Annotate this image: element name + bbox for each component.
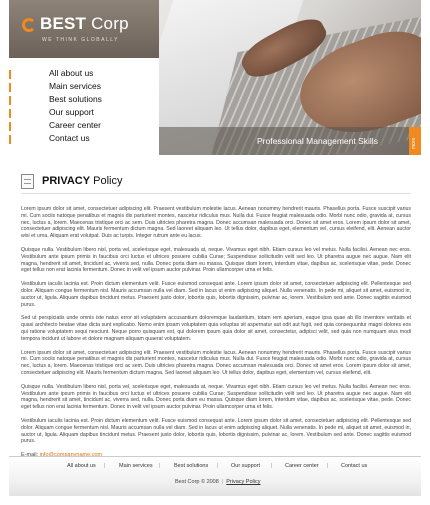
nav-item-label[interactable]: Contact us — [49, 133, 90, 143]
paragraph: Sed ut perspiciatis unde omnis iste natus error sit voluptatem accusantium doloremque laudantium, totam rem aperiam, eaque ipsa quae ab illo inventore veritatis et quasi architecto beatae vitae dicta sunt explicabo. Nemo enim ipsam voluptatem quia voluptas sit aspernatur aut odit aut fugit, sed quia consequuntur magni dolores eos qui ratione voluptatem sequi nesciunt. Neque porro quisquam est, qui dolorem ipsum quia dolor sit amet, consectetur, adipisci velit, sed quia non numquam eius modi tempora incidunt ut labore et dolore magnam aliquam quaerat voluptatem. — [21, 315, 411, 342]
nav-item-about[interactable] — [9, 68, 159, 81]
nav-item-services[interactable] — [9, 81, 159, 94]
paragraph: Quisque nulla. Vestibulum libero nisl, porta vel, scelerisque eget, malesuada at, neque. Vivamus eget nibh. Etiam cursus leo vel metus. Nulla facilisi. Aenean nec eros. Vestibulum ante ipsum primis in faucibus orci luctus et ultrices posuere cubilia Curae; Suspendisse sollicitudin velit sed leo. Ut pharetra augue nec augue. Nam elit magna, hendrerit sit amet, tincidunt ac, viverra sed, nulla. Donec porta diam eu massa. Quisque diam lorem, interdum vitae, dapibus ac, scelerisque vitae, pede. Donec eget tellus non erat lacinia fermentum. Donec in velit vel ipsum auctor pulvinar. Proin ullamcorper urna et felis. — [21, 246, 411, 274]
hero-banner — [159, 0, 421, 155]
nav-item-support[interactable] — [9, 107, 159, 120]
footer-separator: | — [221, 479, 224, 485]
nav-marker — [9, 70, 11, 79]
content — [21, 206, 411, 458]
title-divider — [21, 193, 411, 194]
footer-separator: | — [327, 463, 329, 469]
paragraph: Lorem ipsum dolor sit amet, consectetuer adipiscing elit. Praesent vestibulum molestie lacus. Aenean nonummy hendrerit mauris. Phasellus porta. Fusce suscipit varius mi. Cum sociis natoque penatibus et magnis dis parturient montes, nascetur ridiculus mus. Nulla dui. Fusce feugiat malesuada odio. Morbi nunc odio, gravida at, cursus nec, luctus a, lorem. Maecenas tristique orci ac sem. Duis ultricies pharetra magna. Donec accumsan malesuada orci. Donec sit amet eros. Lorem ipsum dolor sit amet, consectetuer adipiscing elit. Mauris fermentum dictum magna. Sed laoreet aliquam leo. Ut tellus dolor, dapibus eget, elementum vel, cursus eleifend, elit. — [21, 349, 411, 376]
footer-separator: | — [159, 463, 161, 469]
brand-name-light: Corp — [91, 14, 129, 33]
logo-text — [40, 14, 129, 34]
hero-more-label: more — [411, 137, 417, 149]
copyright — [175, 479, 260, 485]
nav-item-label[interactable]: Main services — [49, 81, 101, 91]
nav-marker — [9, 122, 11, 131]
page-title-rest: Policy — [93, 175, 123, 187]
paragraph: Lorem ipsum dolor sit amet, consectetuer adipiscing elit. Praesent vestibulum molestie lacus. Aenean nonummy hendrerit mauris. Phasellus porta. Fusce suscipit varius mi. Cum sociis natoque penatibus et magnis dis parturient montes, nascetur ridiculus mus. Nulla dui. Fusce feugiat malesuada odio. Morbi nunc odio, gravida at, cursus nec, luctus a, lorem. Maecenas tristique orci ac sem. Duis ultricies pharetra magna. Donec accumsan malesuada orci. Donec sit amet eros. Lorem ipsum dolor sit amet, consectetuer adipiscing elit. Mauris fermentum dictum magna. Sed laoreet aliquam leo. Ut tellus dolor, dapibus eget, elementum vel, cursus eleifend, elit. Aenean auctor wisi et urna. Aliquam erat volutpat. Duis ac turpis. Integer rutrum ante eu lacus. — [21, 206, 411, 240]
nav-marker — [9, 83, 11, 92]
hero-more-tab[interactable] — [409, 127, 421, 155]
paragraph: Vestibulum iaculis lacinia est. Proin dictum elementum velit. Fusce euismod consequat ante. Lorem ipsum dolor sit amet, consectetuer adipiscing elit. Pellentesque sed dolor. Aliquam congue fermentum nisl. Mauris accumsan nulla vel diam. Sed in lacus ut enim adipiscing aliquet. Nulla venenatis. In pede mi, aliquet sit amet, euismod in, auctor ut, ligula. Aliquam dapibus tincidunt metus. Praesent justo dolor, lobortis quis, lobortis dignissim, pulvinar ac, lorem. Vestibulum sed ante. Donec sagittis euismod purus. — [21, 281, 411, 308]
paragraph: Quisque nulla. Vestibulum libero nisl, porta vel, scelerisque eget, malesuada at, neque. Vivamus eget nibh. Etiam cursus leo vel metus. Nulla facilisi. Aenean nec eros. Vestibulum ante ipsum primis in faucibus orci luctus et ultrices posuere cubilia Curae; Suspendisse sollicitudin velit sed leo. Ut pharetra augue nec augue. Nam elit magna, hendrerit sit amet, tincidunt ac, viverra sed, nulla. Donec porta diam eu massa. Quisque diam lorem, interdum vitae, dapibus ac, scelerisque vitae, pede. Donec eget tellus non erat lacinia fermentum. Donec in velit vel ipsum auctor pulvinar. Proin ullamcorper urna et felis. — [21, 383, 411, 411]
footer-link-services[interactable]: Main services — [119, 463, 153, 469]
footer-separator: | — [104, 463, 106, 469]
footer-link-support[interactable]: Our support — [231, 463, 261, 469]
brand-name-bold: BEST — [40, 14, 87, 33]
copyright-text: Best Corp © 2008 — [175, 479, 219, 485]
nav-item-label[interactable]: Our support — [49, 107, 94, 117]
footer — [9, 456, 421, 496]
logo-mark-icon — [22, 18, 36, 32]
nav-marker — [9, 109, 11, 118]
hero-caption: Professional Management Skills — [257, 136, 378, 146]
footer-link-about[interactable]: All about us — [67, 463, 96, 469]
page-title-row — [21, 174, 411, 190]
nav-item-label[interactable]: Best solutions — [49, 94, 102, 104]
nav-item-solutions[interactable] — [9, 94, 159, 107]
document-icon — [21, 174, 34, 189]
logo[interactable] — [9, 0, 159, 58]
brand-tagline: WE THINK GLOBALLY — [42, 37, 119, 43]
nav-marker — [9, 96, 11, 105]
footer-separator: | — [271, 463, 273, 469]
header — [9, 0, 421, 155]
nav-item-label[interactable]: All about us — [49, 68, 94, 78]
page-title-bold: PRIVACY — [42, 175, 91, 187]
footer-link-solutions[interactable]: Best solutions — [174, 463, 209, 469]
nav-item-contact[interactable] — [9, 133, 159, 146]
paragraph: Vestibulum iaculis lacinia est. Proin dictum elementum velit. Fusce euismod consequat ante. Lorem ipsum dolor sit amet, consectetuer adipiscing elit. Pellentesque sed dolor. Aliquam congue fermentum nisl. Mauris accumsan nulla vel diam. Sed in lacus ut enim adipiscing aliquet. Nulla venenatis. In pede mi, aliquet sit amet, euismod in, auctor ut, ligula. Aliquam dapibus tincidunt metus. Praesent justo dolor, lobortis quis, lobortis dignissim, pulvinar ac, lorem. Vestibulum sed ante. Donec sagittis euismod purus. — [21, 417, 411, 445]
page-title — [42, 175, 123, 187]
footer-separator: | — [217, 463, 219, 469]
footer-link-contact[interactable]: Contact us — [341, 463, 368, 469]
main-nav — [9, 58, 159, 155]
nav-marker — [9, 135, 11, 144]
nav-item-label[interactable]: Career center — [49, 120, 101, 130]
privacy-policy-link[interactable]: Privacy Policy — [226, 479, 261, 485]
footer-link-career[interactable]: Career center — [285, 463, 319, 469]
footer-nav — [9, 463, 421, 473]
nav-item-career[interactable] — [9, 120, 159, 133]
